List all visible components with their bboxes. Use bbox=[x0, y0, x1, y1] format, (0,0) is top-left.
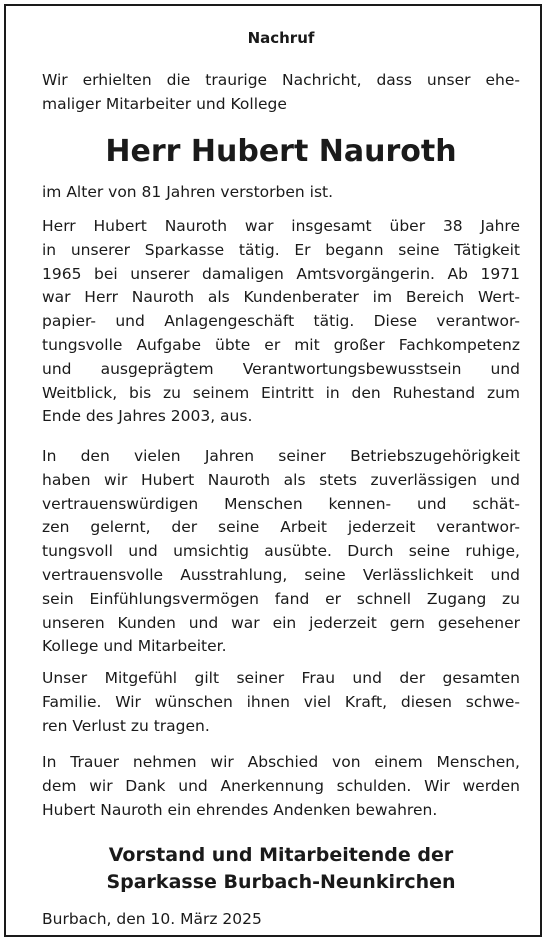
place-date-line: Burbach, den 10. März 2025 bbox=[42, 910, 262, 928]
paragraph-line: tungsvolle Aufgabe übte er mit großer Fachkompetenz bbox=[42, 335, 520, 354]
paragraph-line: Herr Hubert Nauroth war insgesamt über 38 Jahre bbox=[42, 217, 520, 235]
paragraph-line: Weitblick, bis zu seinem Eintritt in den Ruhestand zum bbox=[42, 383, 520, 402]
signature-block bbox=[42, 842, 520, 896]
paragraph-line: war Herr Nauroth als Kundenberater im Bereich Wert- bbox=[42, 288, 520, 307]
signature-line: Vorstand und Mitarbeitende der bbox=[108, 844, 454, 866]
signature-line: Sparkasse Burbach-Neunkirchen bbox=[106, 871, 456, 893]
paragraph-line: In Trauer nehmen wir Abschied von einem Menschen, bbox=[42, 753, 520, 771]
paragraph-condolence bbox=[42, 667, 520, 738]
paragraph-line: papier- und Anlagengeschäft tätig. Diese verantwor- bbox=[42, 312, 520, 331]
paragraph-farewell bbox=[42, 751, 520, 822]
paragraph-career bbox=[42, 215, 520, 429]
intro-line: Wir erhielten die traurige Nachricht, dass unser ehe- bbox=[42, 71, 520, 89]
age-line: im Alter von 81 Jahren verstorben ist. bbox=[42, 183, 334, 201]
paragraph-line: in unserer Sparkasse tätig. Er begann seine Tätigkeit bbox=[42, 240, 520, 259]
paragraph-line: Familie. Wir wünschen ihnen viel Kraft, diesen schwe- bbox=[42, 692, 520, 711]
paragraph-line: Hubert Nauroth ein ehrendes Andenken bewahren. bbox=[42, 800, 438, 819]
paragraph-line: und ausgeprägtem Verantwortungsbewusstsein und bbox=[42, 359, 520, 378]
paragraph-line: sein Einfühlungsvermögen fand er schnell Zugang zu bbox=[42, 589, 520, 608]
paragraph-line: vertrauenswürdigen Menschen kennen- und schät- bbox=[42, 494, 520, 513]
paragraph-line: In den vielen Jahren seiner Betriebszugehörigkeit bbox=[42, 447, 520, 465]
intro-line: maliger Mitarbeiter und Kollege bbox=[42, 94, 287, 113]
paragraph-line: unseren Kunden und war ein jederzeit gern gesehener bbox=[42, 613, 520, 632]
obituary-heading: Nachruf bbox=[247, 29, 315, 47]
paragraph-line: Ende des Jahres 2003, aus. bbox=[42, 407, 253, 426]
obituary-frame bbox=[4, 4, 542, 937]
paragraph-line: Kollege und Mitarbeiter. bbox=[42, 637, 227, 656]
intro-text bbox=[42, 69, 520, 117]
paragraph-line: dem wir Dank und Anerkennung schulden. Wir werden bbox=[42, 776, 520, 795]
paragraph-line: ren Verlust zu tragen. bbox=[42, 716, 210, 735]
paragraph-line: tungsvoll und umsichtig ausübte. Durch seine ruhige, bbox=[42, 542, 520, 561]
paragraph-character bbox=[42, 445, 520, 659]
paragraph-line: haben wir Hubert Nauroth als stets zuverlässigen und bbox=[42, 470, 520, 489]
deceased-name: Herr Hubert Nauroth bbox=[105, 134, 457, 169]
paragraph-line: Unser Mitgefühl gilt seiner Frau und der gesamten bbox=[42, 669, 520, 687]
paragraph-line: 1965 bei unserer damaligen Amtsvorgängerin. Ab 1971 bbox=[42, 264, 520, 283]
paragraph-line: vertrauensvolle Ausstrahlung, seine Verlässlichkeit und bbox=[42, 565, 520, 584]
paragraph-line: zen gelernt, der seine Arbeit jederzeit verantwor- bbox=[42, 518, 520, 537]
